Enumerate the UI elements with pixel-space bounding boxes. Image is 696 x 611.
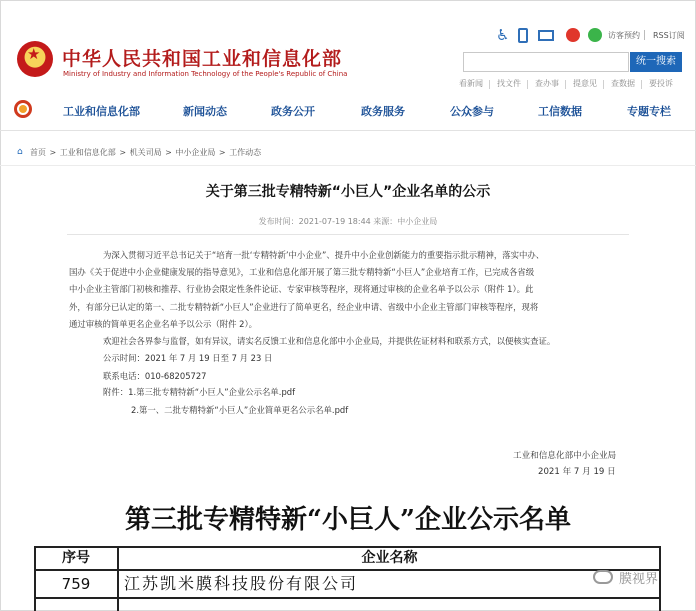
breadcrumb-sme-bureau[interactable]: 中小企业局 bbox=[175, 148, 216, 157]
article-line: 欢迎社会各界参与监督，如有异议，请实名反馈工业和信息化部中小企业局，并提供佐证材料和联系方式，以便核实查证。 bbox=[103, 336, 556, 346]
wechat-watermark-icon bbox=[593, 570, 613, 584]
home-icon[interactable]: ⌂ bbox=[17, 147, 23, 157]
breadcrumb-separator: > bbox=[47, 148, 59, 157]
signature-date: 2021 年 7 月 19 日 bbox=[538, 467, 616, 477]
home-logo-icon-center bbox=[19, 105, 27, 113]
weibo-icon[interactable] bbox=[566, 28, 580, 42]
nav-item-public-affairs[interactable]: 政务公开 bbox=[271, 105, 315, 118]
article-meta: 发布时间：2021-07-19 18:44 来源：中小企业局 bbox=[258, 217, 438, 226]
table-cell-company: 江苏凯米膜科技股份有限公司 bbox=[124, 574, 359, 593]
breadcrumb-separator: > bbox=[162, 148, 175, 157]
search-input[interactable] bbox=[463, 52, 629, 72]
breadcrumb-work-news[interactable]: 工作动态 bbox=[229, 148, 262, 157]
breadcrumb-home[interactable]: 首页 bbox=[30, 148, 46, 157]
attachment-link-2[interactable]: 2.第一、二批专精特新“小巨人”企业简单更名公示名单.pdf bbox=[131, 405, 349, 415]
nav-item-data[interactable]: 工信数据 bbox=[538, 105, 582, 118]
breadcrumb bbox=[30, 147, 262, 158]
signature-org: 工业和信息化部中小企业局 bbox=[513, 451, 617, 461]
table-header-no: 序号 bbox=[62, 550, 90, 566]
site-title[interactable]: 中华人民共和国工业和信息化部 bbox=[62, 48, 343, 70]
watermark-text: 膜视界 bbox=[619, 572, 659, 587]
nav-item-topics[interactable]: 专题专栏 bbox=[627, 105, 671, 118]
list-title: 第三批专精特新“小巨人”企业公示名单 bbox=[125, 505, 571, 535]
divider bbox=[565, 80, 566, 89]
quick-link-files[interactable]: 找文件 bbox=[497, 79, 521, 88]
article-line: 联系电话：010-68205727 bbox=[103, 371, 207, 381]
article-line: 国办《关于促进中小企业健康发展的指导意见》，工业和信息化部开展了第三批专精特新“小巨人”企业培育工作，已完成各省级 bbox=[69, 267, 535, 277]
article-line: 为深入贯彻习近平总书记关于“培育一批‘专精特新’中小企业”、提升中小企业创新能力的重要指示批示精神，落实中办、 bbox=[103, 250, 545, 260]
nav-item-ministry[interactable]: 工业和信息化部 bbox=[63, 105, 140, 118]
divider bbox=[641, 80, 642, 89]
visitor-appointment-link[interactable]: 访客预约 bbox=[608, 31, 640, 40]
breadcrumb-divider bbox=[0, 165, 696, 166]
breadcrumb-separator: > bbox=[216, 148, 229, 157]
attachment-link-1[interactable]: 附件：1.第三批专精特新“小巨人”企业公示名单.pdf bbox=[103, 387, 296, 397]
quick-link-news[interactable]: 看新闻 bbox=[459, 79, 483, 88]
breadcrumb-departments[interactable]: 机关司局 bbox=[129, 148, 162, 157]
quick-link-services[interactable]: 查办事 bbox=[535, 79, 559, 88]
article-line: 中小企业主管部门初核和推荐、行业协会限定性条件论证、专家审核等程序，现将通过审核的企业名单予以公示（附件 1）。此 bbox=[69, 284, 534, 294]
nav-divider bbox=[0, 130, 696, 131]
rss-link[interactable]: RSS订阅 bbox=[653, 31, 685, 40]
divider bbox=[489, 80, 490, 89]
article-line: 外，有部分已认定的第一、二批专精特新“小巨人”企业进行了简单更名，经企业申请、省级中小企业主管部门审核等程序，现将 bbox=[69, 302, 539, 312]
divider bbox=[644, 30, 645, 40]
site-title-en: Ministry of Industry and Information Technology of the People's Republic of China bbox=[63, 70, 348, 78]
mobile-icon[interactable] bbox=[518, 28, 528, 43]
search-button[interactable]: 统一搜索 bbox=[630, 52, 682, 72]
nav-item-participation[interactable]: 公众参与 bbox=[450, 105, 494, 118]
article-line: 通过审核的简单更名企业名单予以公示（附件 2）。 bbox=[69, 319, 258, 329]
breadcrumb-ministry[interactable]: 工业和信息化部 bbox=[59, 148, 116, 157]
emblem-star-icon: ★ bbox=[27, 45, 41, 63]
article-line: 公示时间：2021 年 7 月 19 日至 7 月 23 日 bbox=[103, 353, 273, 363]
mail-icon[interactable] bbox=[538, 30, 554, 41]
wechat-icon[interactable] bbox=[588, 28, 602, 42]
nav-item-news[interactable]: 新闻动态 bbox=[183, 105, 227, 118]
meta-divider bbox=[67, 234, 629, 235]
table-border bbox=[34, 597, 661, 599]
quick-link-feedback[interactable]: 提意见 bbox=[573, 79, 597, 88]
table-header-company: 企业名称 bbox=[361, 550, 418, 566]
nav-item-services[interactable]: 政务服务 bbox=[361, 105, 405, 118]
quick-link-data[interactable]: 查数据 bbox=[611, 79, 635, 88]
accessibility-icon[interactable]: ♿ bbox=[496, 26, 510, 44]
quick-link-complaint[interactable]: 要投诉 bbox=[649, 79, 673, 88]
table-cell-no: 759 bbox=[61, 575, 91, 593]
breadcrumb-separator: > bbox=[116, 148, 129, 157]
article-title: 关于第三批专精特新“小巨人”企业名单的公示 bbox=[205, 184, 491, 200]
divider bbox=[603, 80, 604, 89]
divider bbox=[527, 80, 528, 89]
